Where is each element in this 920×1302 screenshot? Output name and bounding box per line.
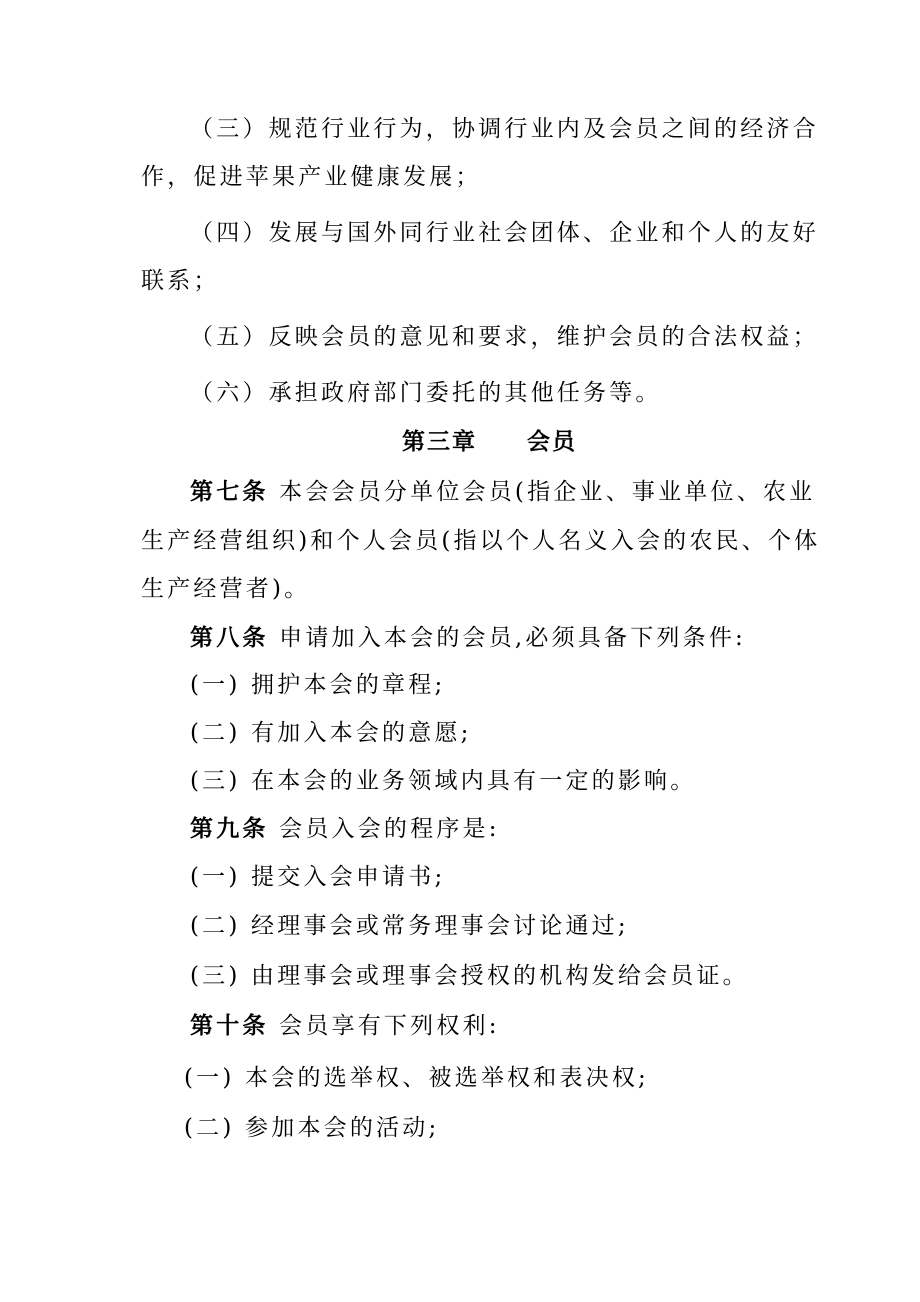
chapter-heading: 第三章 会员 [402, 428, 577, 455]
article-10-title: 第十条 [190, 1012, 269, 1039]
paragraph-item-5: （五）反映会员的意见和要求，维护会员的合法权益； [190, 324, 819, 350]
paragraph-item-4-line-1: （四）发展与国外同行业社会团体、企业和个人的友好 [190, 220, 819, 246]
article-9-item-3: (三) 由理事会或理事会授权的机构发给会员证。 [190, 963, 749, 989]
article-8-title: 第八条 [190, 624, 269, 651]
article-8-item-3: (三) 在本会的业务领域内具有一定的影响。 [190, 768, 697, 794]
article-7-title: 第七条 [190, 478, 269, 505]
article-7-line-2: 生产经营组织)和个人会员(指以个人名义入会的农民、个体 [141, 528, 821, 554]
article-10-item-1: (一) 本会的选举权、被选举权和表决权; [184, 1065, 650, 1091]
article-8-line [190, 623, 746, 653]
article-7-line-1 [190, 477, 815, 507]
article-7-line-3: 生产经营者)。 [141, 576, 311, 602]
paragraph-item-3-line-2: 作，促进苹果产业健康发展； [141, 164, 482, 190]
article-9-text: 会员入会的程序是: [268, 816, 500, 842]
article-10-text: 会员享有下列权利: [268, 1013, 500, 1039]
article-9-item-1: (一) 提交入会申请书; [190, 864, 446, 890]
article-10-line [190, 1011, 500, 1041]
article-9-title: 第九条 [190, 815, 269, 842]
article-9-item-2: (二) 经理事会或常务理事会讨论通过; [190, 913, 629, 939]
paragraph-item-4-line-2: 联系； [141, 268, 220, 294]
paragraph-item-3-line-1: （三）规范行业行为，协调行业内及会员之间的经济合 [190, 116, 819, 142]
article-7-text: 本会会员分单位会员(指企业、事业单位、农业 [268, 479, 816, 505]
article-8-item-2: (二) 有加入本会的意愿; [190, 720, 472, 746]
article-8-item-1: (一) 拥护本会的章程; [190, 672, 446, 698]
article-8-text: 申请加入本会的会员,必须具备下列条件: [268, 625, 746, 651]
paragraph-item-6: （六）承担政府部门委托的其他任务等。 [190, 380, 662, 406]
article-9-line [190, 814, 500, 844]
article-10-item-2: (二) 参加本会的活动; [184, 1115, 440, 1141]
